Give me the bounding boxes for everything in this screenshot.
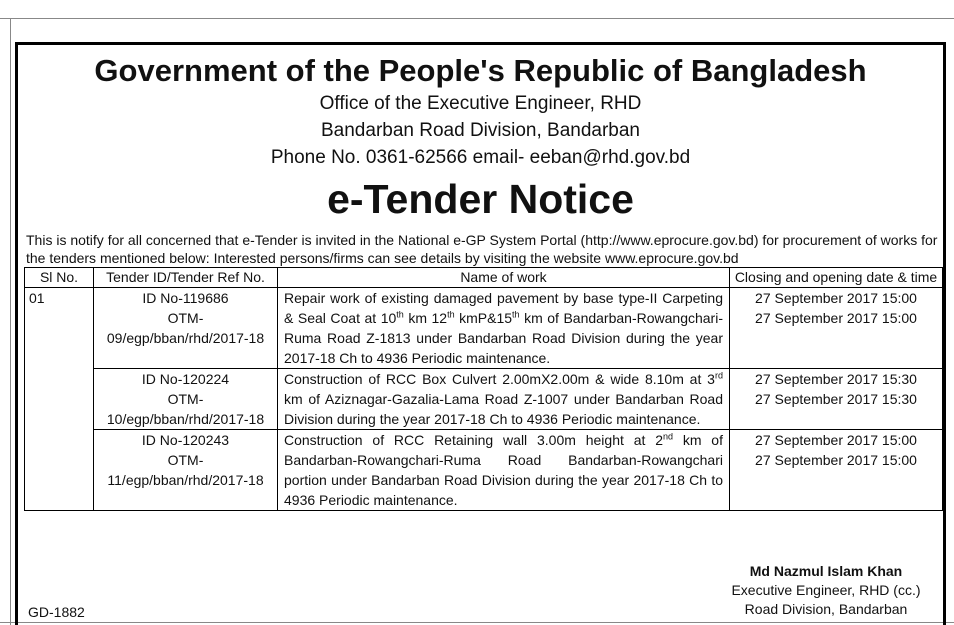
table-row	[25, 369, 943, 430]
tender-ref: OTM-09/egp/bban/rhd/2017-18	[106, 310, 265, 346]
contact-line: Phone No. 0361-62566 email- eeban@rhd.gov.bd	[270, 147, 691, 168]
notice-title: e-Tender Notice	[327, 176, 634, 222]
ordinal-suffix: th	[512, 309, 520, 320]
tender-table	[24, 267, 943, 511]
office-line: Office of the Executive Engineer, RHD	[319, 93, 642, 114]
signature-block	[708, 562, 944, 619]
table-row	[25, 430, 943, 511]
date-cell	[730, 288, 943, 369]
ordinal-suffix: th	[447, 309, 455, 320]
signatory-name: Md Nazmul Islam Khan	[749, 563, 903, 579]
ordinal-suffix: rd	[714, 370, 723, 381]
sl-no-cell: 01	[25, 288, 94, 511]
work-description: Construction of RCC Box Culvert 2.00mX2.00m & wide 8.10m at 3rd km of Aziznagar-Gazalia-Lama Road Z-1007 under Bandarban Road Division during the year 2017-18 Ch to 4936 Periodic maintenance.	[278, 369, 730, 430]
table-row	[25, 288, 943, 369]
tender-id: ID No-119686	[142, 290, 229, 306]
tender-id-cell	[94, 288, 278, 369]
tender-ref: OTM-10/egp/bban/rhd/2017-18	[106, 391, 265, 427]
work-description: Construction of RCC Retaining wall 3.00m height at 2nd km of Bandarban-Rowangchari-Ruma Road Bandarban-Rowangchari portion under Bandarban Road Division during the year 2017-18 Ch to 4936 Periodic maintenance.	[278, 430, 730, 511]
ordinal-suffix: th	[396, 309, 404, 320]
gd-reference: GD-1882	[28, 604, 85, 620]
page-left-rule	[10, 18, 11, 625]
header-closing-date: Closing and opening date & time	[730, 268, 943, 288]
page-top-rule	[0, 18, 954, 19]
tender-id: ID No-120243	[141, 432, 230, 448]
tender-ref: OTM-11/egp/bban/rhd/2017-18	[107, 452, 264, 488]
tender-notice	[15, 42, 946, 625]
closing-date: 27 September 2017 15:30	[755, 371, 917, 387]
header-name-of-work: Name of work	[278, 268, 730, 288]
division-line: Bandarban Road Division, Bandarban	[321, 120, 640, 141]
table-header-row	[25, 268, 943, 288]
tender-id-cell	[94, 430, 278, 511]
tender-id-cell	[94, 369, 278, 430]
header-tender-id: Tender ID/Tender Ref No.	[94, 268, 278, 288]
closing-date: 27 September 2017 15:00	[755, 432, 917, 448]
opening-date: 27 September 2017 15:30	[755, 391, 917, 407]
signatory-office: Road Division, Bandarban	[744, 601, 908, 617]
opening-date: 27 September 2017 15:00	[755, 452, 917, 468]
government-heading: Government of the People's Republic of Bangladesh	[94, 53, 867, 88]
work-description: Repair work of existing damaged pavement by base type-II Carpeting & Seal Coat at 10th km 12th kmP&15th km of Bandarban-Rowangchari-Ruma Road Z-1813 under Bandarban Road Division during the year 2017-18 Ch to 4936 Periodic maintenance.	[278, 288, 730, 369]
opening-date: 27 September 2017 15:00	[755, 310, 917, 326]
closing-date: 27 September 2017 15:00	[755, 290, 917, 306]
tender-id: ID No-120224	[141, 371, 230, 387]
header-sl: Sl No.	[25, 268, 94, 288]
date-cell	[730, 430, 943, 511]
date-cell	[730, 369, 943, 430]
ordinal-suffix: nd	[662, 431, 673, 442]
signatory-designation: Executive Engineer, RHD (cc.)	[731, 582, 921, 598]
intro-paragraph: This is notify for all concerned that e-Tender is invited in the National e-GP System Portal (http://www.eprocure.gov.bd) for procurement of works for the tenders mentioned below: Interested persons/firms can see details by visiting the website www.eprocure.gov.bd	[26, 232, 938, 266]
